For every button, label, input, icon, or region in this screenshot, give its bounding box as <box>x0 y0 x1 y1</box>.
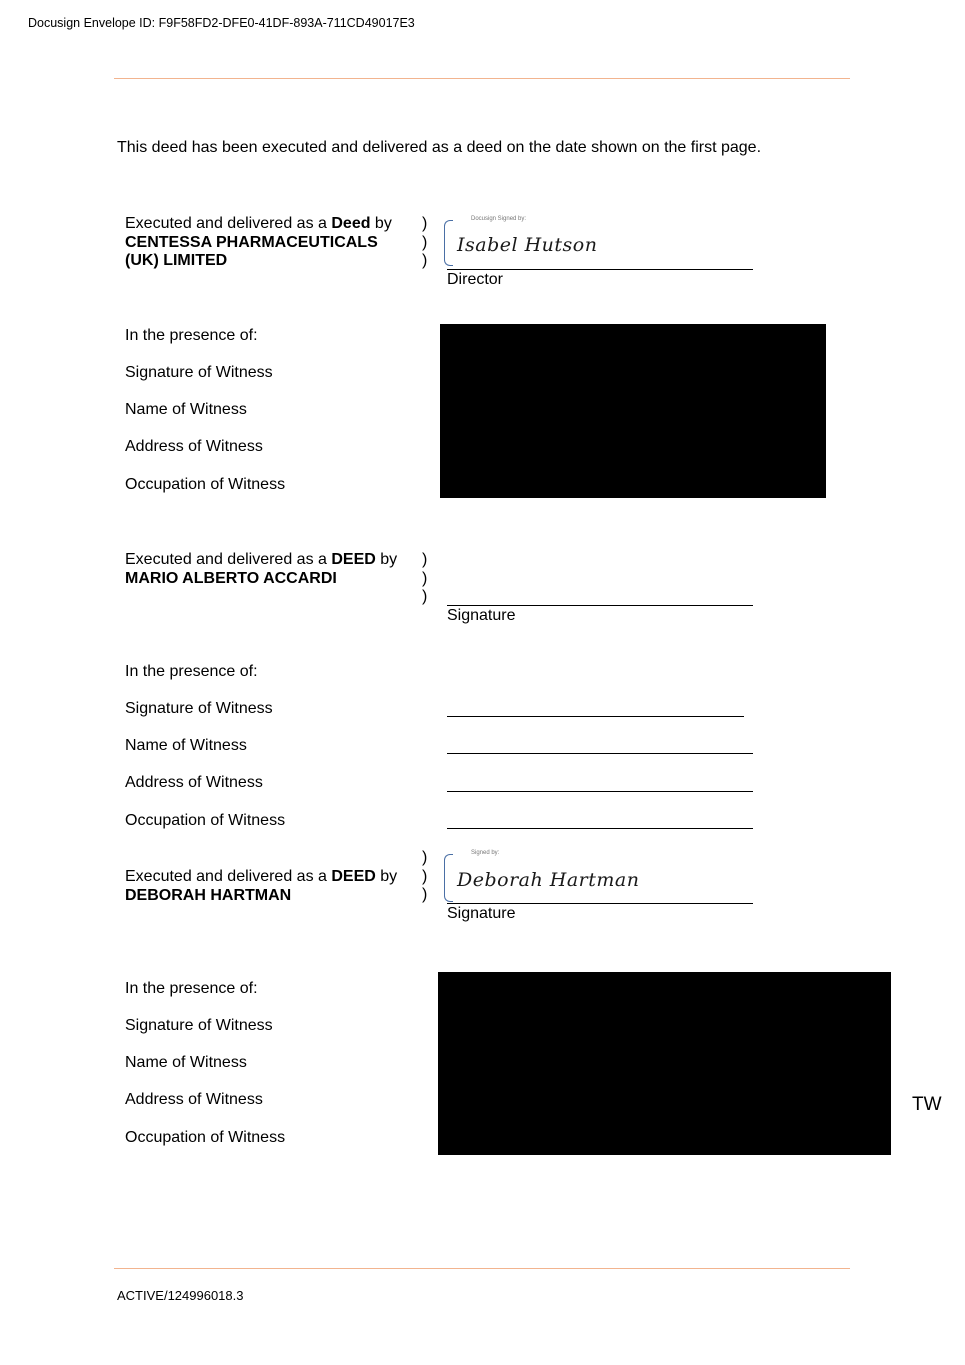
bracket-column: ) ) ) <box>422 551 428 606</box>
envelope-id: Docusign Envelope ID: F9F58FD2-DFE0-41DF-893A-711CD49017E3 <box>28 16 415 30</box>
signature-caption: Signature <box>447 905 516 922</box>
witness-name-label: Name of Witness <box>125 737 247 754</box>
witness-signature-label: Signature of Witness <box>125 700 273 717</box>
witness-occupation-label: Occupation of Witness <box>125 812 286 829</box>
witness-presence: In the presence of: <box>125 663 258 680</box>
execution-block-hartman <box>125 868 415 905</box>
witness-signature-label: Signature of Witness <box>125 364 273 381</box>
witness-occupation-label: Occupation of Witness <box>125 1129 286 1146</box>
witness-presence: In the presence of: <box>125 980 258 997</box>
party-name: CENTESSA PHARMACEUTICALS <box>125 233 378 251</box>
execution-line: Executed and delivered as a DEED by <box>125 551 398 568</box>
party-name-line2: (UK) LIMITED <box>125 252 228 270</box>
party-name: DEBORAH HARTMAN <box>125 886 292 904</box>
bracket-column: ) ) ) <box>422 849 428 904</box>
footer-rule <box>114 1268 850 1269</box>
bracket-column: ) ) ) <box>422 215 428 270</box>
witness-address-line <box>447 791 753 792</box>
deed-intro: This deed has been executed and delivered as a deed on the date shown on the first page. <box>117 139 762 156</box>
witness-occupation-line <box>447 828 753 829</box>
witness-address-label: Address of Witness <box>125 438 263 455</box>
witness-name-label: Name of Witness <box>125 1054 247 1071</box>
witness-signature-label: Signature of Witness <box>125 1017 273 1034</box>
signature-line <box>447 903 753 904</box>
witness-signature-line <box>447 716 744 717</box>
signature-line <box>447 605 753 606</box>
witness-address-label: Address of Witness <box>125 774 263 791</box>
witness-name-line <box>447 753 753 754</box>
margin-initials: TW <box>912 1094 942 1115</box>
witness-presence: In the presence of: <box>125 327 258 344</box>
director-signature-line <box>447 269 753 270</box>
witness-address-label: Address of Witness <box>125 1091 263 1108</box>
execution-line: Executed and delivered as a Deed by <box>125 215 392 232</box>
witness-name-label: Name of Witness <box>125 401 247 418</box>
director-signature-image: Docusign Signed by: Isabel Hutson <box>443 216 593 270</box>
execution-block-centessa <box>125 215 415 271</box>
party-name: MARIO ALBERTO ACCARDI <box>125 569 337 587</box>
document-reference: ACTIVE/124996018.3 <box>117 1288 244 1303</box>
execution-block-accardi <box>125 551 415 588</box>
header-rule <box>114 78 850 79</box>
redaction-box <box>438 972 891 1155</box>
witness-occupation-label: Occupation of Witness <box>125 476 286 493</box>
execution-line: Executed and delivered as a DEED by <box>125 868 398 885</box>
hartman-signature-image: Signed by: Deborah Hartman <box>443 850 623 905</box>
director-caption: Director <box>447 271 504 288</box>
redaction-box <box>440 324 826 498</box>
signature-caption: Signature <box>447 607 516 624</box>
